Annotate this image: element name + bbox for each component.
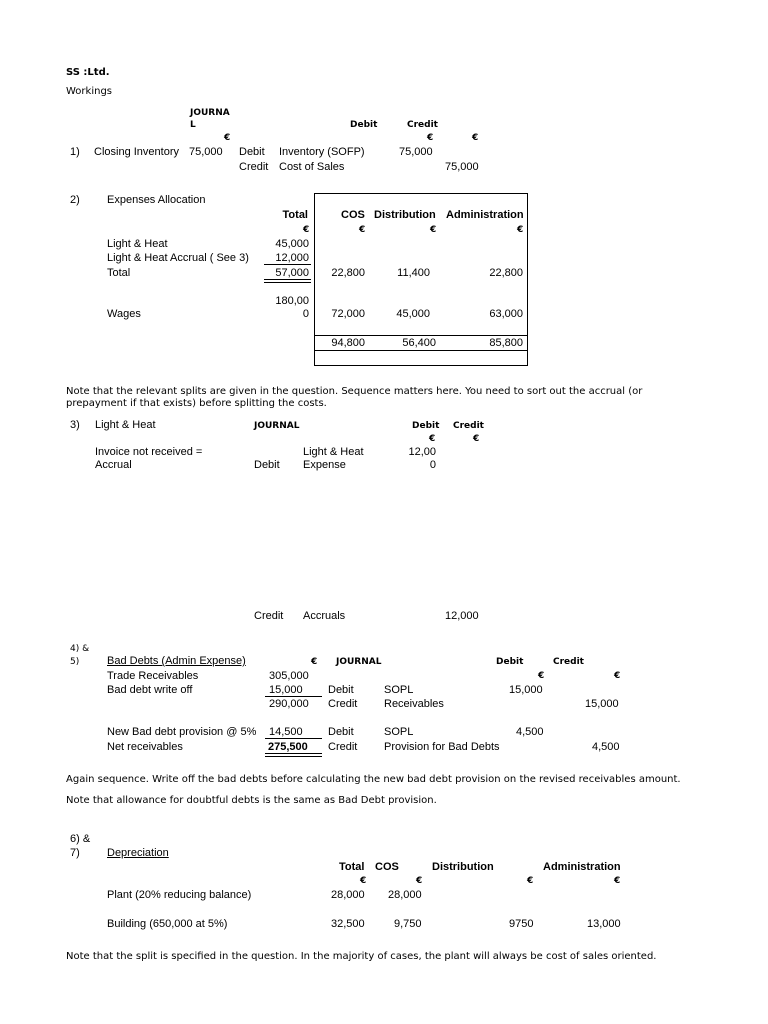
row-distribution: 45,000: [396, 308, 430, 320]
col-header-total: Total: [339, 861, 365, 873]
row-label: Light & Heat: [107, 238, 168, 250]
row-label: Net receivables: [107, 741, 183, 753]
page-subtitle: Workings: [66, 86, 112, 97]
credit-label: Credit: [254, 610, 284, 622]
journal-header: JOURNAL: [336, 657, 382, 667]
row-total: 12,000: [275, 252, 309, 264]
euro-symbol: €: [614, 671, 621, 681]
debit-header: Debit: [496, 657, 524, 667]
underline: [265, 753, 322, 754]
row-total: 45,000: [275, 238, 309, 250]
debit-header: Debit: [350, 120, 378, 130]
note-text: Note that the split is specified in the question. In the majority of cases, the plant will always be cost of sales oriented.: [66, 951, 657, 962]
col-header-cos: COS: [341, 209, 365, 221]
row-cos: 9,750: [394, 918, 422, 930]
euro-symbol: €: [416, 876, 423, 886]
item-number: 1): [70, 146, 80, 158]
col-header-administration: Administration: [446, 209, 524, 221]
debit-label: Debit: [328, 684, 354, 696]
section-title: Depreciation: [107, 847, 169, 859]
euro-symbol: €: [427, 133, 434, 143]
euro-symbol: €: [614, 876, 621, 886]
underline: [265, 756, 322, 757]
credit-amount: 75,000: [445, 161, 479, 173]
euro-symbol: €: [224, 133, 231, 143]
row-distribution: 9750: [509, 918, 534, 930]
item-number-cont: 5): [70, 657, 80, 667]
journal-header: JOURNA: [190, 108, 230, 118]
euro-symbol: €: [527, 876, 534, 886]
section-title: Bad Debts (Admin Expense): [107, 655, 246, 667]
col-header-cos: COS: [375, 861, 399, 873]
row-amount: 15,000: [269, 684, 303, 696]
debit-account: Light & Heat: [303, 446, 364, 458]
row-label: New Bad debt provision @ 5%: [107, 726, 257, 738]
sum-administration: 85,800: [489, 337, 523, 349]
section-title: Light & Heat: [95, 419, 156, 431]
desc-text: Invoice not received =: [95, 446, 203, 458]
row-label: Bad debt write off: [107, 684, 193, 696]
debit-header: Debit: [412, 421, 440, 431]
debit-account: Inventory (SOFP): [279, 146, 365, 158]
item-number: 4) &: [70, 644, 90, 654]
item-amount: 75,000: [189, 146, 223, 158]
table-border: [314, 365, 528, 366]
debit-label: Debit: [254, 459, 280, 471]
table-border: [314, 193, 528, 194]
row-administration: 63,000: [489, 308, 523, 320]
table-border: [314, 335, 528, 336]
row-amount: 14,500: [269, 726, 303, 738]
row-label: Light & Heat Accrual ( See 3): [107, 252, 249, 264]
table-border: [527, 193, 528, 366]
euro-symbol: €: [303, 225, 310, 235]
col-header-distribution: Distribution: [374, 209, 436, 221]
journal-header-cont: L: [190, 120, 196, 130]
row-total: 28,000: [331, 889, 365, 901]
note-text: Note that allowance for doubtful debts is the same as Bad Debt provision.: [66, 795, 437, 806]
company-name: SS :Ltd.: [66, 67, 110, 78]
debit-amount: 75,000: [399, 146, 433, 158]
credit-header: Credit: [407, 120, 438, 130]
col-header-total: Total: [282, 209, 308, 221]
debit-account: SOPL: [384, 684, 414, 696]
debit-amount-cont: 0: [429, 459, 436, 471]
note-text: prepayment if that exists) before splitting the costs.: [66, 398, 327, 409]
credit-label: Credit: [328, 741, 358, 753]
note-text: Again sequence. Write off the bad debts before calculating the new bad debt provision on the revised receivables amount.: [66, 774, 681, 785]
row-label: Trade Receivables: [107, 670, 199, 682]
sum-distribution: 56,400: [402, 337, 436, 349]
credit-account: Provision for Bad Debts: [384, 741, 500, 753]
credit-label: Credit: [328, 698, 358, 710]
credit-header: Credit: [553, 657, 584, 667]
euro-symbol: €: [517, 225, 524, 235]
credit-label: Credit: [239, 161, 269, 173]
table-border: [314, 350, 528, 351]
euro-symbol: €: [472, 133, 479, 143]
debit-amount: 12,00: [408, 446, 436, 458]
row-administration: 13,000: [587, 918, 621, 930]
debit-amount: 4,500: [516, 726, 544, 738]
row-label: Plant (20% reducing balance): [107, 889, 252, 901]
item-number-cont: 7): [70, 847, 80, 859]
col-header-distribution: Distribution: [432, 861, 494, 873]
euro-symbol: €: [538, 671, 545, 681]
row-cos: 22,800: [331, 267, 365, 279]
euro-symbol: €: [359, 225, 366, 235]
row-amount: 290,000: [269, 698, 309, 710]
desc-text: Accrual: [95, 459, 132, 471]
row-label: Building (650,000 at 5%): [107, 918, 228, 930]
euro-symbol: €: [430, 225, 437, 235]
row-label: Wages: [107, 308, 141, 320]
debit-label: Debit: [239, 146, 265, 158]
debit-label: Debit: [328, 726, 354, 738]
euro-symbol: €: [311, 657, 318, 667]
note-text: Note that the relevant splits are given in the question. Sequence matters here. You need to sort out the accrual (or: [66, 386, 643, 397]
row-total: 180,00: [275, 295, 309, 307]
euro-symbol: €: [360, 876, 367, 886]
row-administration: 22,800: [489, 267, 523, 279]
credit-amount: 12,000: [445, 610, 479, 622]
section-title: Expenses Allocation: [107, 194, 206, 206]
underline: [265, 738, 322, 739]
underline: [264, 282, 311, 283]
row-total: 57,000: [275, 267, 309, 279]
debit-account-cont: Expense: [303, 459, 346, 471]
underline: [264, 264, 311, 265]
euro-symbol: €: [429, 434, 436, 444]
credit-header: Credit: [453, 421, 484, 431]
credit-account: Accruals: [303, 610, 346, 622]
credit-account: Receivables: [384, 698, 444, 710]
item-label: Closing Inventory: [94, 146, 179, 158]
row-cos: 28,000: [388, 889, 422, 901]
euro-symbol: €: [473, 434, 480, 444]
item-number: 2): [70, 194, 80, 206]
sum-cos: 94,800: [331, 337, 365, 349]
credit-account: Cost of Sales: [279, 161, 345, 173]
underline: [264, 279, 311, 280]
row-total-cont: 0: [302, 308, 309, 320]
row-cos: 72,000: [331, 308, 365, 320]
row-amount: 305,000: [269, 670, 309, 682]
row-distribution: 11,400: [397, 267, 430, 279]
item-number: 6) &: [70, 833, 91, 845]
row-label: Total: [107, 267, 131, 279]
col-header-administration: Administration: [543, 861, 621, 873]
debit-account: SOPL: [384, 726, 414, 738]
debit-amount: 15,000: [509, 684, 543, 696]
underline: [265, 696, 322, 697]
journal-header: JOURNAL: [254, 421, 300, 431]
row-amount: 275,500: [268, 741, 308, 753]
item-number: 3): [70, 419, 80, 431]
credit-amount: 4,500: [592, 741, 620, 753]
row-total: 32,500: [331, 918, 365, 930]
credit-amount: 15,000: [585, 698, 619, 710]
